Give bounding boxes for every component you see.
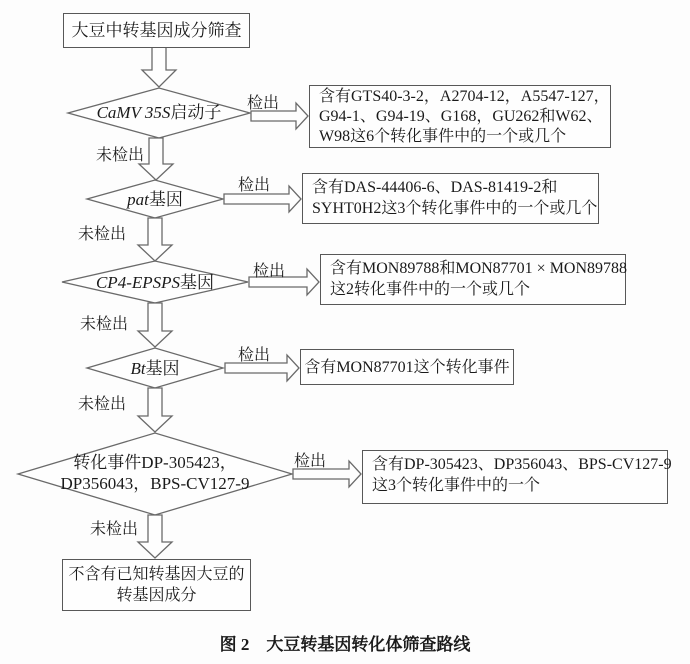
result-box-camv35s — [309, 85, 611, 148]
decision-camv35s-gene: CaMV 35S — [96, 103, 171, 122]
result-box-pat — [302, 173, 599, 224]
detected-label-5: 检出 — [294, 453, 327, 470]
result-line: W98这6个转化事件中的一个或几个 — [319, 128, 567, 145]
decision-cp4epsps-label: CP4-EPSPS基因 — [95, 273, 215, 292]
decision-bt-label: Bt基因 — [130, 359, 180, 378]
not-detected-label-3: 未检出 — [80, 316, 129, 333]
figure-caption: 图 2 大豆转基因转化体筛查路线 — [219, 635, 471, 654]
decision-events-line1: 转化事件DP-305423， — [73, 453, 237, 472]
not-detected-label-1: 未检出 — [96, 147, 145, 164]
result-line: 含有GTS40-3-2，A2704-12，A5547-127， — [319, 88, 610, 105]
decision-bt-gene: Bt — [130, 359, 146, 378]
result-line: SYHT0H2这3个转化事件中的一个或几个 — [312, 200, 598, 217]
detected-label-3: 检出 — [253, 263, 286, 280]
detected-label-4: 检出 — [238, 347, 271, 364]
not-detected-label-4: 未检出 — [78, 396, 127, 413]
not-detected-label-5: 未检出 — [90, 521, 139, 538]
decision-camv35s-label: CaMV 35S启动子 — [96, 103, 222, 122]
not-detected-label-2: 未检出 — [78, 226, 127, 243]
arrow-down-5-icon — [138, 515, 172, 558]
end-box-line1: 不含有已知转基因大豆的 — [68, 566, 245, 583]
decision-events-label — [25, 452, 285, 494]
decision-pat-gene: pat — [127, 190, 149, 209]
result-box-bt — [300, 349, 514, 385]
decision-cp4epsps-gene: CP4-EPSPS — [95, 273, 181, 292]
decision-pat-label: pat基因 — [127, 190, 183, 209]
start-box-label: 大豆中转基因成分筛查 — [71, 21, 242, 40]
result-line: 含有MON87701这个转化事件 — [304, 358, 510, 376]
arrow-down-start-icon — [142, 47, 176, 87]
decision-events-line2: DP356043，BPS-CV127-9 — [60, 474, 250, 493]
result-line: 含有DAS-44406-6、DAS-81419-2和 — [312, 179, 558, 196]
arrow-down-3-icon — [138, 303, 172, 347]
arrow-down-2-icon — [138, 218, 172, 261]
result-box-cp4epsps — [320, 254, 626, 305]
detected-label-1: 检出 — [247, 95, 280, 112]
arrow-down-1-icon — [139, 138, 173, 180]
result-box-events — [362, 450, 672, 504]
end-box-line2: 转基因成分 — [116, 587, 197, 604]
result-line: 含有DP-305423、DP356043、BPS-CV127-9 — [372, 456, 672, 473]
start-box — [63, 13, 250, 48]
arrow-down-4-icon — [138, 388, 172, 432]
end-box — [62, 559, 251, 611]
result-line: 含有MON89788和MON87701 × MON89788 — [330, 260, 628, 277]
detected-label-2: 检出 — [238, 177, 271, 194]
result-line: 这3个转化事件中的一个 — [372, 477, 541, 494]
result-line: 这2转化事件中的一个或几个 — [330, 281, 531, 298]
result-line: G94-1、G94-19、G168，GU262和W62、 — [319, 108, 603, 125]
